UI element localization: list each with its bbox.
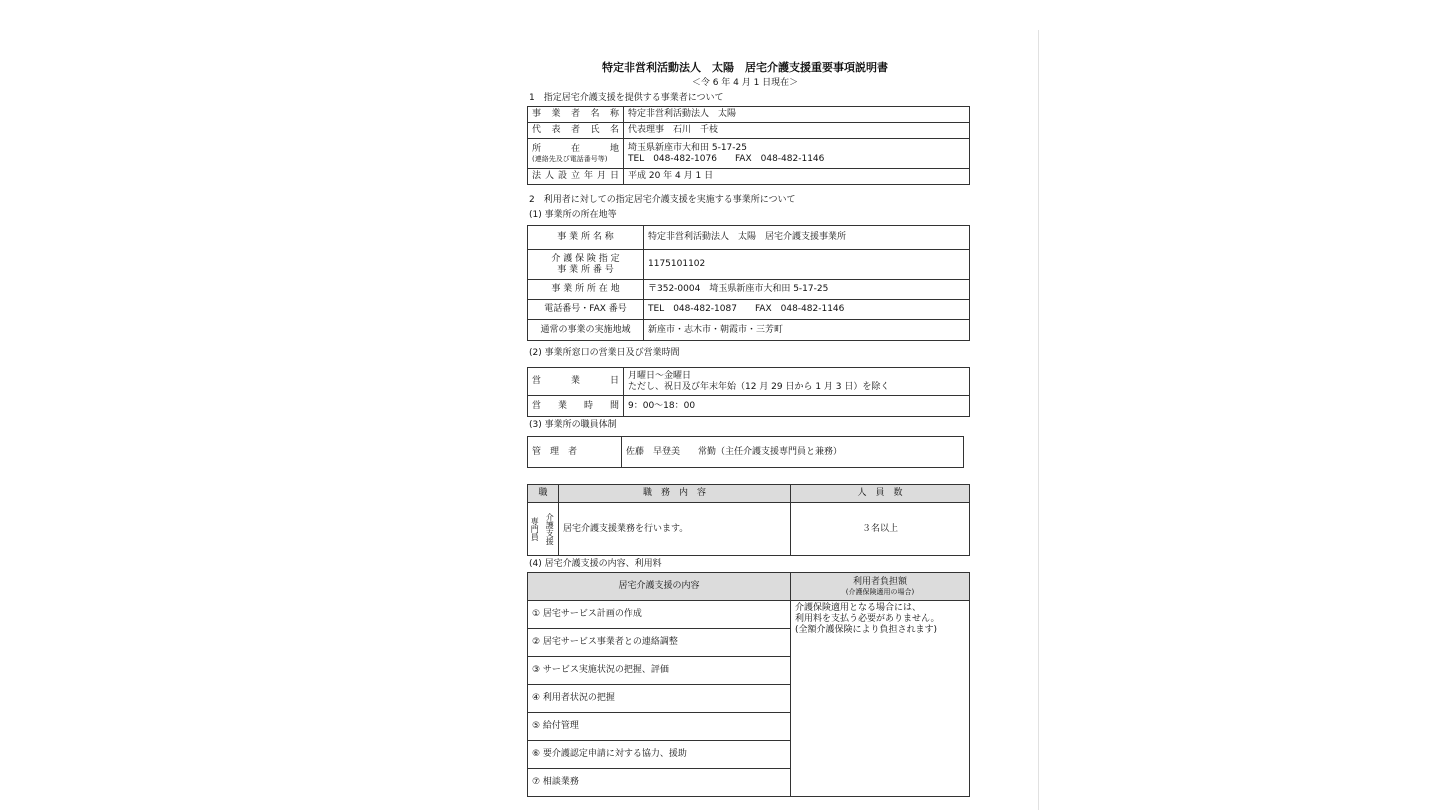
staff-duty: 居宅介護支援業務を行います。 xyxy=(559,503,791,556)
office-address-label: 事 業 所 所 在 地 xyxy=(528,280,644,300)
table-row xyxy=(528,368,970,396)
table-row xyxy=(528,250,970,280)
service-item-3: ③ サービス実施状況の把握、評価 xyxy=(528,657,791,685)
service-col-content: 居宅介護支援の内容 xyxy=(528,573,791,601)
office-number-label-cell xyxy=(528,250,644,280)
address-label: 所 在 地 xyxy=(532,143,619,154)
sub2-heading: (2) 事業所窓口の営業日及び営業時間 xyxy=(529,348,680,358)
table-row xyxy=(528,169,970,185)
business-days-cell xyxy=(624,368,970,396)
service-item-2: ② 居宅サービス事業者との連絡調整 xyxy=(528,629,791,657)
business-days-label: 営 業 日 xyxy=(528,368,624,396)
representative-value: 代表理事 石川 千枝 xyxy=(624,123,970,139)
office-number-value: 1175101102 xyxy=(644,250,970,280)
staff-col-count: 人 員 数 xyxy=(791,485,970,503)
established-label: 法人設立年月日 xyxy=(528,169,624,185)
business-hours-label: 営 業 時 間 xyxy=(528,396,624,417)
table-row xyxy=(528,503,970,556)
office-address-value: 〒352-0004 埼玉県新座市大和田 5-17-25 xyxy=(644,280,970,300)
manager-label: 管 理 者 xyxy=(528,437,622,468)
service-col-fee-cell xyxy=(791,573,970,601)
sub1-heading: (1) 事業所の所在地等 xyxy=(529,210,617,220)
office-number-label: 介 護 保 険 指 定 xyxy=(551,253,620,264)
staff-table xyxy=(527,484,970,556)
document-title: 特定非営利活動法人 太陽 居宅介護支援重要事項説明書 xyxy=(602,61,888,74)
service-col-fee: 利用者負担額 xyxy=(852,576,907,587)
staff-role-b: 専門員 xyxy=(528,503,542,556)
address-label-cell xyxy=(528,139,624,169)
table-row xyxy=(528,437,964,468)
table-row xyxy=(528,573,970,601)
fee-note-1: 介護保険適用となる場合には、 xyxy=(795,603,922,613)
table-row xyxy=(528,107,970,123)
as-of-date: ＜令 6 年 4 月 1 日現在＞ xyxy=(691,78,799,88)
staff-count: ３名以上 xyxy=(791,503,970,556)
service-item-6: ⑥ 要介護認定申請に対する協力、援助 xyxy=(528,741,791,769)
service-col-fee-sub: (介護保険適用の場合) xyxy=(845,587,915,596)
service-area-label: 通常の事業の実施地域 xyxy=(528,320,644,341)
service-table xyxy=(527,572,970,797)
sub4-heading: (4) 居宅介護支援の内容、利用料 xyxy=(529,559,662,569)
service-item-4: ④ 利用者状況の把握 xyxy=(528,685,791,713)
provider-table xyxy=(527,106,970,185)
manager-table xyxy=(527,436,964,468)
provider-name-label: 事 業 者 名 称 xyxy=(528,107,624,123)
address-value-cell xyxy=(624,139,970,169)
manager-value: 佐藤 早登美 常勤（主任介護支援専門員と兼務） xyxy=(622,437,964,468)
office-number-label2: 事 業 所 番 号 xyxy=(557,264,614,275)
staff-col-duty: 職 務 内 容 xyxy=(559,485,791,503)
table-row xyxy=(528,320,970,341)
service-item-7: ⑦ 相談業務 xyxy=(528,769,791,797)
table-row xyxy=(528,280,970,300)
staff-col-role: 職 xyxy=(528,485,559,503)
contact-value: TEL 048-482-1076 FAX 048-482-1146 xyxy=(628,153,825,164)
table-row xyxy=(528,226,970,250)
service-area-value: 新座市・志木市・朝霞市・三芳町 xyxy=(644,320,970,341)
table-row xyxy=(528,396,970,417)
fee-note-3: (全額介護保険により負担されます) xyxy=(795,625,938,635)
established-value: 平成 20 年 4 月 1 日 xyxy=(624,169,970,185)
business-hours-value: 9：00～18：00 xyxy=(624,396,970,417)
office-table xyxy=(527,225,970,341)
fee-note-2: 利用料を支払う必要がありません。 xyxy=(795,614,940,624)
provider-name-value: 特定非営利活動法人 太陽 xyxy=(624,107,970,123)
table-row xyxy=(528,601,970,629)
fee-note-cell xyxy=(791,601,970,797)
table-row xyxy=(528,300,970,320)
table-row xyxy=(528,123,970,139)
staff-role-a: 介護支援 xyxy=(542,503,559,556)
address-value: 埼玉県新座市大和田 5-17-25 xyxy=(628,142,747,153)
service-item-1: ① 居宅サービス計画の作成 xyxy=(528,601,791,629)
business-days-value: 月曜日～金曜日 xyxy=(628,370,692,381)
section1-heading: 1 指定居宅介護支援を提供する事業者について xyxy=(529,93,724,103)
section2-heading: 2 利用者に対しての指定居宅介護支援を実施する事業所について xyxy=(529,195,796,205)
office-name-label: 事 業 所 名 称 xyxy=(528,226,644,250)
office-phone-value: TEL 048-482-1087 FAX 048-482-1146 xyxy=(644,300,970,320)
hours-table xyxy=(527,367,970,417)
service-item-5: ⑤ 給付管理 xyxy=(528,713,791,741)
office-name-value: 特定非営利活動法人 太陽 居宅介護支援事業所 xyxy=(644,226,970,250)
table-row xyxy=(528,485,970,503)
address-sublabel: (連絡先及び電話番号等) xyxy=(532,154,608,163)
representative-label: 代 表 者 氏 名 xyxy=(528,123,624,139)
sub3-heading: (3) 事業所の職員体制 xyxy=(529,420,617,430)
page-separator xyxy=(1038,30,1039,810)
document-page xyxy=(510,50,980,810)
office-phone-label: 電話番号・FAX 番号 xyxy=(528,300,644,320)
table-row xyxy=(528,139,970,169)
business-days-note: ただし、祝日及び年末年始（12 月 29 日から 1 月 3 日）を除く xyxy=(628,381,890,392)
